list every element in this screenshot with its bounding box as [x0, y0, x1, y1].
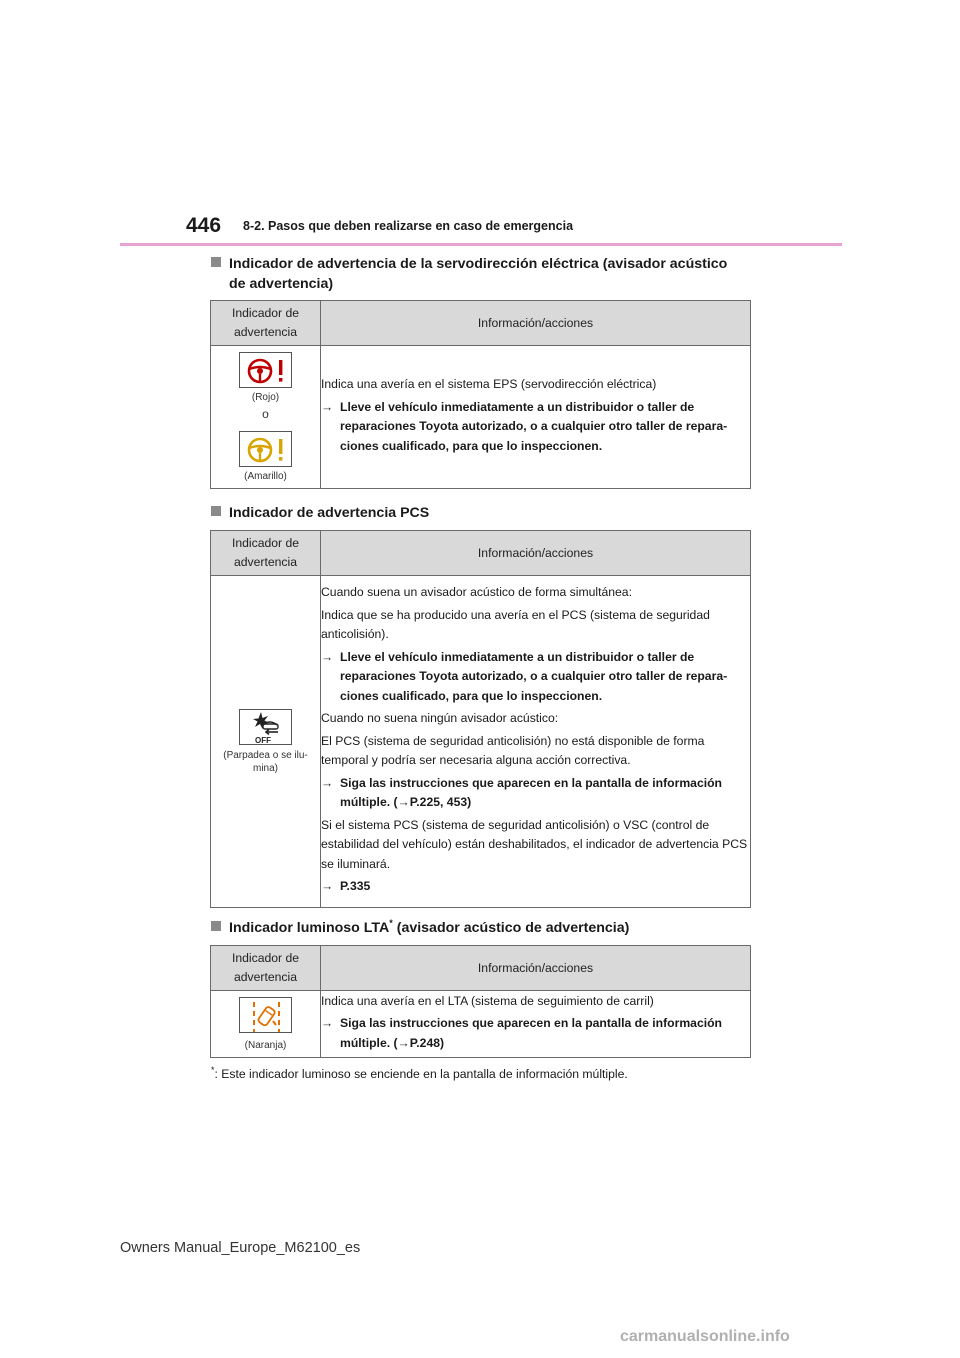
- indicator-cell: [211, 576, 321, 908]
- watermark: carmanualsonline.info: [620, 1328, 790, 1345]
- page-number: 446: [186, 214, 222, 237]
- info-cell: [321, 991, 751, 1058]
- steering-warning-icon: [239, 431, 292, 467]
- icon-caption-blink: (Parpadea o se ilu- mina): [223, 749, 308, 774]
- info-text: El PCS (sistema de seguridad anticolisión) no está disponible de forma temporal y podría ser necesaria alguna acción correctiva.: [321, 733, 705, 768]
- running-header: 8-2. Pasos que deben realizarse en caso de emergencia: [243, 219, 574, 233]
- section-title-lta: Indicador luminoso LTA* (avisador acústico de advertencia): [211, 918, 629, 938]
- info-text: Indica que se ha producido una avería en el PCS (sistema de seguridad anticolisión).: [321, 607, 710, 642]
- col-header-info: Información/acciones: [321, 531, 751, 576]
- pcs-table: [210, 530, 751, 908]
- bullet-square: [211, 921, 221, 931]
- info-action: → P.335: [321, 879, 371, 894]
- icon-caption-amber: (Amarillo): [244, 470, 287, 482]
- col-header-indicator: Indicador de advertencia: [211, 301, 321, 346]
- info-text: Cuando suena un avisador acústico de forma simultánea:: [321, 585, 632, 600]
- info-action: → Siga las instrucciones que aparecen en la pantalla de información múltiple. (→P.225, 453): [321, 775, 722, 810]
- indicator-cell: [211, 346, 321, 489]
- info-cell: [321, 576, 751, 908]
- icon-caption-red: (Rojo): [251, 391, 280, 403]
- lta-icon: [239, 997, 292, 1033]
- eps-table: [210, 300, 751, 489]
- info-action: → Lleve el vehículo inmediatamente a un distribuidor o taller de reparaciones Toyota autorizado, o a cualquier otro taller de repara- ciones cualificado, para que lo inspeccionen.: [321, 649, 728, 703]
- bullet-square: [211, 257, 221, 267]
- info-action: → Siga las instrucciones que aparecen en la pantalla de información múltiple. (→P.248): [321, 1016, 722, 1050]
- footer-text: Owners Manual_Europe_M62100_es: [120, 1240, 361, 1256]
- bullet-square: [211, 506, 221, 516]
- lta-table: [210, 945, 751, 1058]
- info-text: Si el sistema PCS (sistema de seguridad anticolisión) o VSC (control de estabilidad del vehículo) están deshabilitados, el indicador de advertencia PCS se iluminará.: [321, 817, 748, 871]
- col-header-indicator: Indicador de advertencia: [211, 946, 321, 991]
- col-header-info: Información/acciones: [321, 301, 751, 346]
- steering-warning-icon: [239, 352, 292, 388]
- col-header-info: Información/acciones: [321, 946, 751, 991]
- pcs-off-icon: [239, 709, 292, 745]
- section-title-eps: Indicador de advertencia de la servodirección eléctrica (avisador acústico de advertencia): [211, 254, 727, 294]
- info-text: Indica una avería en el sistema EPS (servodirección eléctrica): [321, 377, 657, 391]
- svg-text:OFF: OFF: [255, 735, 271, 745]
- section-title-pcs: Indicador de advertencia PCS: [211, 503, 429, 523]
- or-separator: o: [262, 406, 269, 421]
- icon-caption-orange: (Naranja): [244, 1039, 287, 1051]
- header-rule: [120, 243, 842, 246]
- info-action: → Lleve el vehículo inmediatamente a un distribuidor o taller de reparaciones Toyota autorizado, o a cualquier otro taller de repara- ciones cualificado, para que lo inspeccionen.: [321, 399, 728, 453]
- indicator-cell: [211, 991, 321, 1058]
- info-text: Cuando no suena ningún avisador acústico:: [321, 711, 559, 726]
- col-header-indicator: Indicador de advertencia: [211, 531, 321, 576]
- info-text: Indica una avería en el LTA (sistema de seguimiento de carril): [321, 993, 654, 1008]
- footnote: *: Este indicador luminoso se enciende en la pantalla de información múltiple.: [211, 1065, 628, 1082]
- info-cell: [321, 346, 751, 489]
